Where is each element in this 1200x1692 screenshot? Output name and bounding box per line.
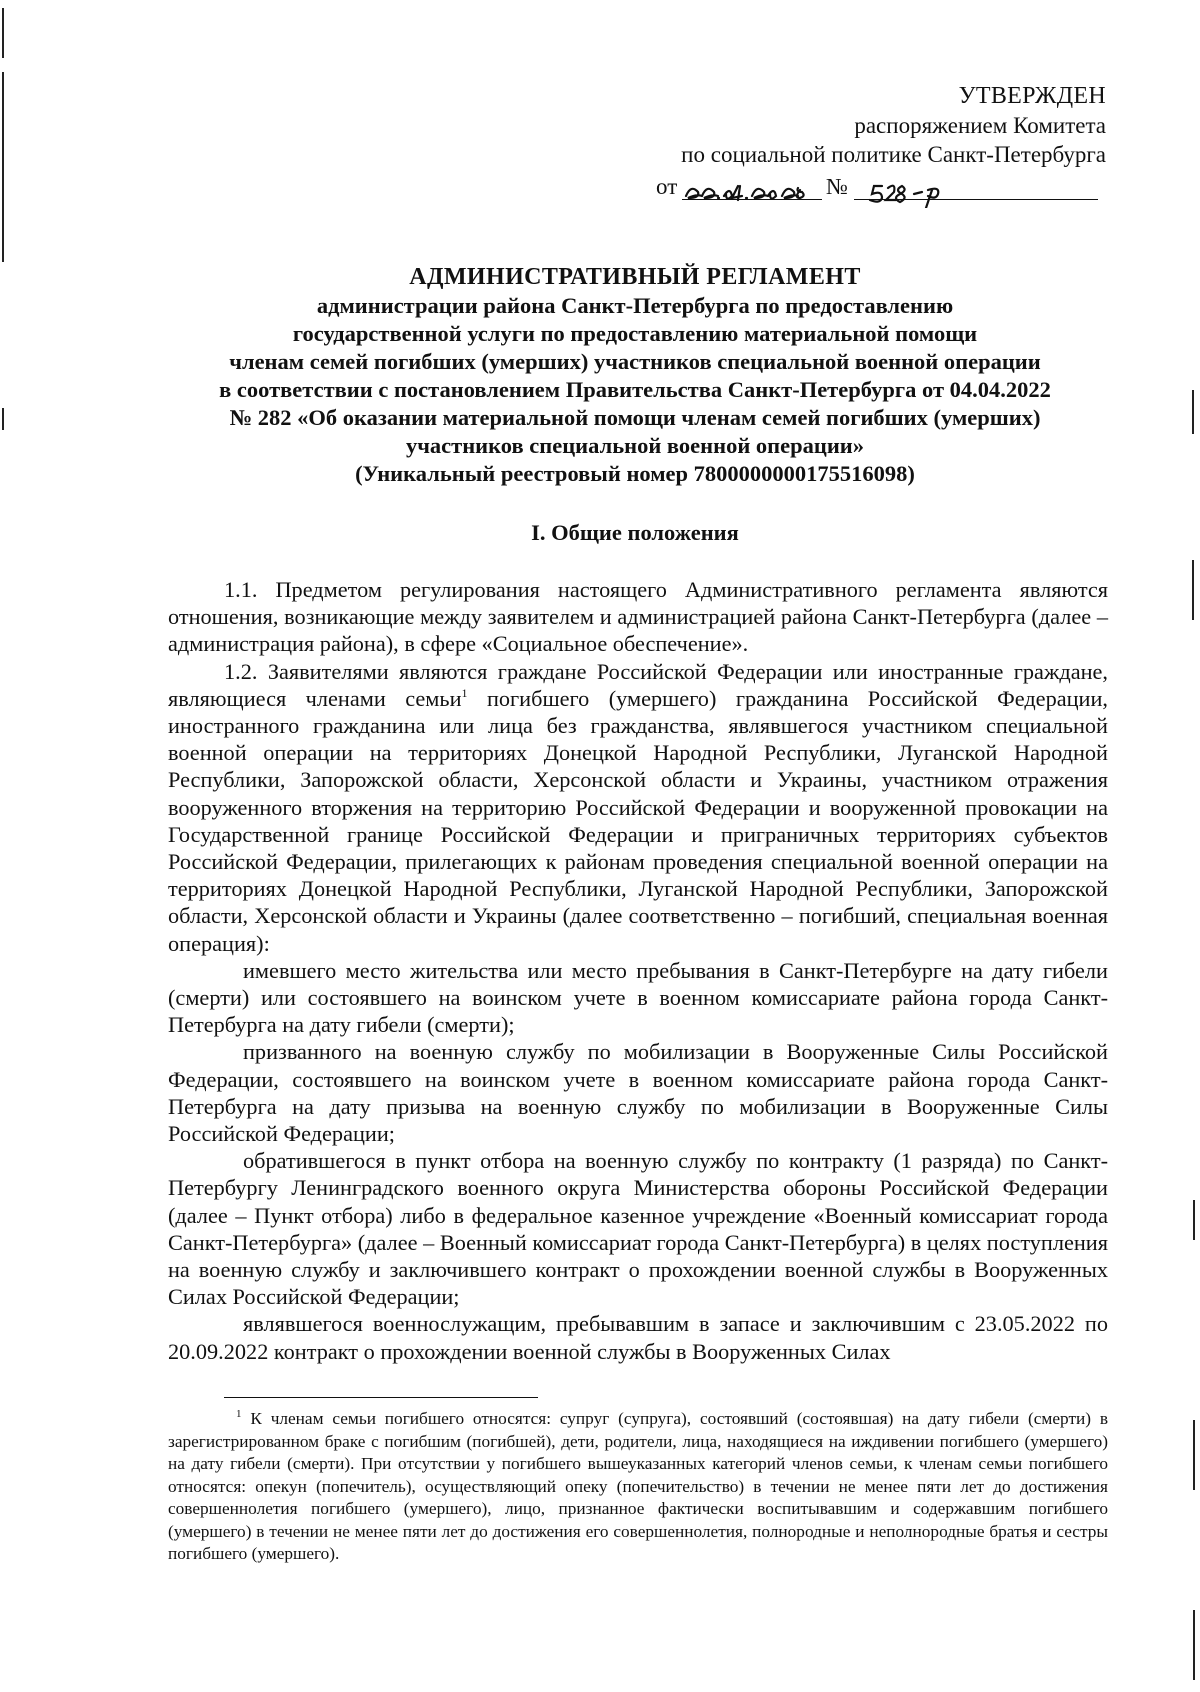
scan-edge-right-1: [1192, 390, 1194, 434]
title-line: (Уникальный реестровый номер 7800000000175516098): [355, 461, 915, 486]
scan-edge-right-2: [1192, 560, 1194, 620]
approval-line-3: по социальной политике Санкт-Петербурга: [681, 142, 1106, 167]
scan-edge-right-4: [1193, 1420, 1195, 1490]
footnote: [168, 1408, 1108, 1566]
title-line: в соответствии с постановлением Правительства Санкт-Петербурга от 04.04.2022: [219, 377, 1051, 402]
approval-date-number-row: [656, 168, 1106, 202]
date-prefix: от: [656, 174, 678, 199]
paragraph-item-residence: имевшего место жительства или место пребывания в Санкт-Петербурге на дату гибели (смерти) или состоявшего на воинском учете в военном комиссариате района города Санкт-Петербурга на дату гибели (смерти);: [168, 957, 1108, 1038]
title-line: государственной услуги по предоставлению материальной помощи: [292, 321, 978, 346]
paragraph-item-contract: обратившегося в пункт отбора на военную службу по контракту (1 разряда) по Санкт-Петербургу Ленинградского военного округа Министерства обороны Российской Федерации (далее – Пункт отбора) либо в федеральное казенное учреждение «Военный комиссариат города Санкт-Петербурга» (далее – Военный комиссариат города Санкт-Петербурга) в целях поступления на военную службу и заключившего контракт о прохождении военной службы в Вооруженных Силах Российской Федерации;: [168, 1148, 1108, 1310]
title-line: членам семей погибших (умерших) участников специальной военной операции: [229, 349, 1041, 374]
footnote-separator: [224, 1397, 538, 1398]
document-body: [168, 576, 1108, 1365]
scan-edge-left-small: [2, 408, 4, 430]
footnote-text: [168, 1408, 1108, 1566]
scan-edge-right-3: [1193, 1200, 1195, 1240]
document-title: АДМИНИСТРАТИВНЫЙ РЕГЛАМЕНТ: [409, 264, 861, 290]
paragraph-item-mobilization: призванного на военную службу по мобилизации в Вооруженные Силы Российской Федерации, состоявшего на воинском учете в военном комиссариате района города Санкт-Петербурга на дату призыва на военную службу по мобилизации в Вооруженные Силы Российской Федерации;: [168, 1039, 1108, 1147]
approval-title: УТВЕРЖДЕН: [958, 83, 1106, 109]
approval-line-2: распоряжением Комитета: [854, 113, 1106, 138]
footnote-body: К членам семьи погибшего относятся: супруг (супруга), состоявший (состоявшая) на дату гибели (смерти) в зарегистрированном браке с погибшим (погибшей), дети, родители, лица, находящиеся на иждивении погибшего (умершего) на дату гибели (смерти). При отсутствии у погибшего вышеуказанных категорий членов семьи, к членам семьи погибшего относятся: опекун (попечитель), осуществляющий опеку (попечительство) в течении не менее пяти лет до достижения совершеннолетия погибшего (умершего), лицо, признанное фактически воспитывавшим и содержавшим погибшего (умершего) в течении не менее пяти лет до достижения его совершеннолетия, полнородные и неполнородные братья и сестры погибшего (умершего).: [168, 1409, 1108, 1563]
title-line: участников специальной военной операции»: [405, 433, 865, 458]
approval-block: [586, 82, 1106, 169]
scan-edge-right-5: [1193, 1610, 1195, 1680]
section-heading: I. Общие положения: [531, 520, 739, 545]
number-sign: №: [826, 174, 848, 199]
paragraph-1-2: [168, 658, 1108, 957]
paragraph-1-2-text-start: 1.2. Заявителями являются граждане Российской Федерации или иностранные граждане, являющиеся членами семьи: [168, 658, 1108, 711]
title-line: администрации района Санкт-Петербурга по предоставлению: [316, 293, 954, 318]
paragraph-1-2-text-end: погибшего (умершего) гражданина Российской Федерации, иностранного гражданина или лица без гражданства, являвшегося участником специальной военной операции на территориях Донецкой Народной Республики, Луганской Народной Республики, Запорожской области, Херсонской области и Украины, участником отражения вооруженного вторжения на территорию Российской Федерации и вооруженной провокации на Государственной границе Российской Федерации и приграничных территориях субъектов Российской Федерации, прилегающих к районам проведения специальной военной операции на территориях Донецкой Народной Республики, Луганской Народной Республики, Запорожской области, Херсонской области и Украины (далее соответственно – погибший, специальная военная операция):: [168, 685, 1108, 956]
scan-edge-left-top: [2, 8, 4, 58]
paragraph-1-1: 1.1. Предметом регулирования настоящего Административного регламента являются отношения, возникающие между заявителем и администрацией района Санкт-Петербурга (далее – администрация района), в сфере «Социальное обеспечение».: [168, 577, 1108, 657]
title-line: № 282 «Об оказании материальной помощи членам семей погибших (умерших): [229, 405, 1041, 430]
document-title-block: [160, 262, 1110, 488]
paragraph-item-reserve: являвшегося военнослужащим, пребывавшим в запасе и заключившим с 23.05.2022 по 20.09.2022 контракт о прохождении военной службы в Вооруженных Силах: [168, 1311, 1108, 1364]
handwritten-date-number: [656, 168, 1106, 208]
footnote-mark: 1: [236, 1408, 242, 1420]
scan-edge-left-mid: [2, 72, 4, 262]
footnote-reference: 1: [461, 685, 468, 700]
